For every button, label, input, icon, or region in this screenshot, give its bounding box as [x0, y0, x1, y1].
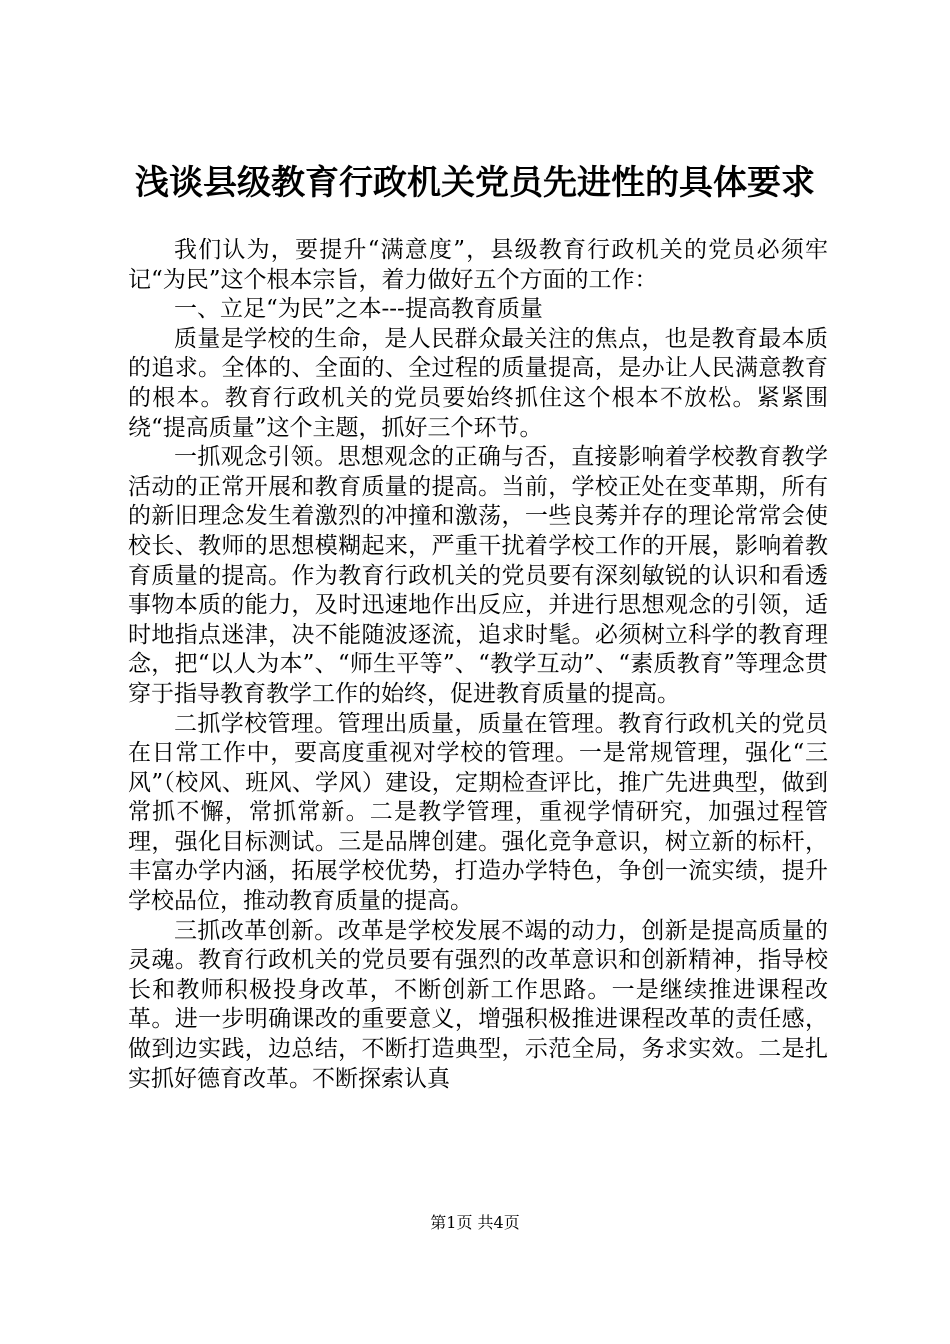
paragraph-school-management: 二抓学校管理。管理出质量，质量在管理。教育行政机关的党员在日常工作中，要高度重视对学校的管理。一是常规管理，强化“三风”（校风、班风、学风）建设，定期检查评比，推广先进典型，做到常抓不懈，常抓常新。二是教学管理，重视学情研究，加强过程管理，强化目标测试。三是品牌创建。强化竞争意识，树立新的标杆，丰富办学内涵，拓展学校优势，打造办学特色，争创一流实绩，提升学校品位，推动教育质量的提高。: [128, 710, 828, 915]
paragraph-reform-innovation: 三抓改革创新。改革是学校发展不竭的动力，创新是提高质量的灵魂。教育行政机关的党员要有强烈的改革意识和创新精神，指导校长和教师积极投身改革，不断创新工作思路。一是继续推进课程改革。进一步明确课改的重要意义，增强积极推进课程改革的责任感，做到边实践，边总结，不断打造典型，示范全局，务求实效。二是扎实抓好德育改革。不断探索认真: [128, 917, 828, 1092]
paragraph-quality: 质量是学校的生命，是人民群众最关注的焦点，也是教育最本质的追求。全体的、全面的、全过程的质量提高，是办让人民满意教育的根本。教育行政机关的党员要始终抓住这个根本不放松。紧紧围绕“提高质量”这个主题，抓好三个环节。: [128, 325, 828, 441]
document-body: [128, 236, 828, 1094]
page-footer: 第1页 共4页: [430, 1213, 520, 1232]
paragraph-intro: 我们认为，要提升“满意度”，县级教育行政机关的党员必须牢记“为民”这个根本宗旨，着力做好五个方面的工作：: [128, 237, 828, 293]
paragraph-concept-guidance: 一抓观念引领。思想观念的正确与否，直接影响着学校教育教学活动的正常开展和教育质量的提高。当前，学校正处在变革期，所有的新旧理念发生着激烈的冲撞和激荡，一些良莠并存的理论常常会使校长、教师的思想模糊起来，严重干扰着学校工作的开展，影响着教育质量的提高。作为教育行政机关的党员要有深刻敏锐的认识和看透事物本质的能力，及时迅速地作出反应，并进行思想观念的引领，适时地指点迷津，决不能随波逐流，追求时髦。必须树立科学的教育理念，把“以人为本”、“师生平等”、“教学互动”、“素质教育”等理念贯穿于指导教育教学工作的始终，促进教育质量的提高。: [128, 444, 828, 707]
section-heading-1: 一、立足“为民”之本---提高教育质量: [174, 296, 543, 323]
document-title: 浅谈县级教育行政机关党员先进性的具体要求: [135, 163, 815, 203]
